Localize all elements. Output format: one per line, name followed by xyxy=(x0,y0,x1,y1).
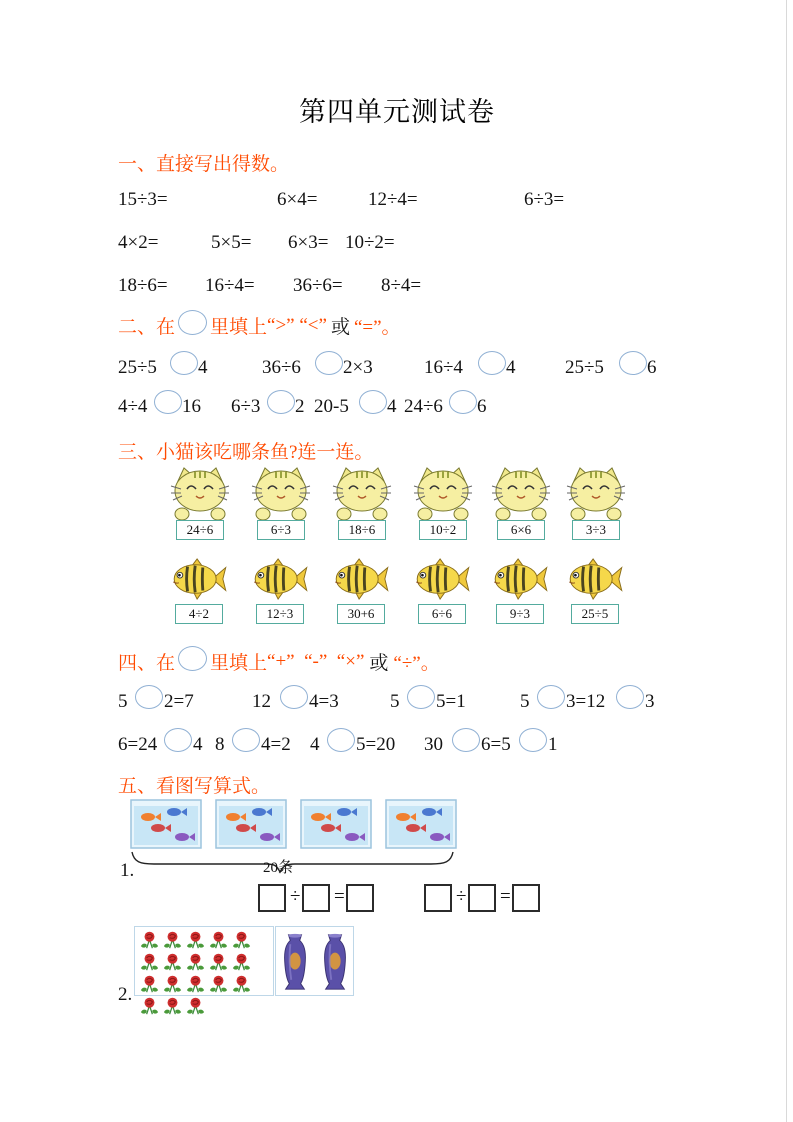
equation-part: 5 xyxy=(118,691,128,712)
answer-circle xyxy=(616,685,644,709)
fish-tank-icon xyxy=(130,797,202,849)
rose-icon xyxy=(231,952,252,973)
math-expression: 12÷4= xyxy=(368,189,418,210)
fish-label: 6÷6 xyxy=(418,604,466,624)
answer-box xyxy=(258,884,286,912)
compare-left: 4÷4 xyxy=(118,396,148,417)
cat-label: 10÷2 xyxy=(419,520,467,540)
section5-heading: 五、看图写算式。 xyxy=(118,776,271,797)
vase-icon xyxy=(320,931,350,993)
equation-part: 3 xyxy=(645,691,655,712)
fish-label: 30+6 xyxy=(337,604,385,624)
fish-tank-icon xyxy=(215,797,287,849)
rose-icon xyxy=(208,952,229,973)
equation-part: 4=3 xyxy=(309,691,339,712)
compare-left: 20-5 xyxy=(314,396,349,417)
rose-icon xyxy=(162,996,183,1017)
rose-icon xyxy=(208,930,229,951)
equation-part: 1 xyxy=(548,734,558,755)
rose-icon xyxy=(185,952,206,973)
rose-icon xyxy=(162,952,183,973)
answer-circle xyxy=(267,390,295,414)
math-expression: 5×5= xyxy=(211,232,252,253)
compare-left: 24÷6 xyxy=(404,396,443,417)
vase-panel xyxy=(275,926,354,996)
equation-part: 5=1 xyxy=(436,691,466,712)
heading-text: 二、在 xyxy=(118,317,176,338)
math-expression: 6×4= xyxy=(277,189,318,210)
heading-text: 或 xyxy=(330,317,350,338)
fish-label: 25÷5 xyxy=(571,604,619,624)
answer-box xyxy=(424,884,452,912)
rose-icon xyxy=(162,930,183,951)
answer-circle xyxy=(154,390,182,414)
heading-text: 或 xyxy=(369,653,389,674)
fish-icon xyxy=(251,558,309,600)
equation-part: 6=24 xyxy=(118,734,158,755)
heading-symbols: “+” “-” “×” xyxy=(267,650,365,672)
cat-icon xyxy=(330,466,394,522)
flower-grid xyxy=(134,926,274,996)
equation-part: 2=7 xyxy=(164,691,194,712)
math-expression: 16÷4= xyxy=(205,275,255,296)
answer-circle xyxy=(537,685,565,709)
compare-left: 25÷5 xyxy=(118,357,157,378)
fish-icon xyxy=(491,558,549,600)
cat-label: 6÷3 xyxy=(257,520,305,540)
equation-part: 12 xyxy=(252,691,271,712)
compare-left: 25÷5 xyxy=(565,357,604,378)
answer-circle xyxy=(519,728,547,752)
answer-circle xyxy=(232,728,260,752)
fish-label: 12÷3 xyxy=(256,604,304,624)
answer-circle xyxy=(327,728,355,752)
vase-icon xyxy=(280,931,310,993)
cat-icon xyxy=(249,466,313,522)
heading-symbols: “÷”。 xyxy=(393,653,440,674)
item-number: 1. xyxy=(120,860,135,881)
answer-circle xyxy=(164,728,192,752)
answer-circle xyxy=(619,351,647,375)
rose-icon xyxy=(185,974,206,995)
math-expression: 4×2= xyxy=(118,232,159,253)
math-expression: 8÷4= xyxy=(381,275,422,296)
cat-icon xyxy=(411,466,475,522)
fish-icon xyxy=(566,558,624,600)
cat-icon xyxy=(168,466,232,522)
equation-part: 4=2 xyxy=(261,734,291,755)
division-sign: ÷ xyxy=(456,886,467,907)
answer-circle xyxy=(135,685,163,709)
rose-icon xyxy=(185,930,206,951)
equation-part: 4 xyxy=(193,734,203,755)
answer-circle xyxy=(449,390,477,414)
equation-part: 6=5 xyxy=(481,734,511,755)
compare-left: 6÷3 xyxy=(231,396,261,417)
math-expression: 15÷3= xyxy=(118,189,168,210)
compare-right: 4 xyxy=(198,357,208,378)
item-number: 2. xyxy=(118,984,133,1005)
fish-icon xyxy=(332,558,390,600)
rose-icon xyxy=(231,974,252,995)
rose-icon xyxy=(162,974,183,995)
heading-symbols: “=”。 xyxy=(353,317,401,338)
heading-text: 里填上 xyxy=(210,317,268,338)
compare-right: 6 xyxy=(647,357,657,378)
answer-box xyxy=(302,884,330,912)
rose-icon xyxy=(185,996,206,1017)
compare-right: 2 xyxy=(295,396,305,417)
answer-circle xyxy=(178,646,207,671)
equals-sign: = xyxy=(334,886,345,907)
cat-label: 3÷3 xyxy=(572,520,620,540)
compare-right: 4 xyxy=(387,396,397,417)
rose-icon xyxy=(231,930,252,951)
rose-icon xyxy=(139,974,160,995)
heading-text: 里填上 xyxy=(210,653,268,674)
equation-part: 5=20 xyxy=(356,734,396,755)
rose-icon xyxy=(208,974,229,995)
compare-right: 4 xyxy=(506,357,516,378)
fish-tank-icon xyxy=(385,797,457,849)
math-expression: 6×3= xyxy=(288,232,329,253)
answer-circle xyxy=(170,351,198,375)
cat-label: 18÷6 xyxy=(338,520,386,540)
compare-right: 6 xyxy=(477,396,487,417)
rose-icon xyxy=(139,930,160,951)
fish-tank-icon xyxy=(300,797,372,849)
answer-circle xyxy=(478,351,506,375)
cat-icon xyxy=(489,466,553,522)
answer-box xyxy=(346,884,374,912)
section4-heading xyxy=(118,648,440,675)
math-expression: 18÷6= xyxy=(118,275,168,296)
section3-heading: 三、小猫该吃哪条鱼?连一连。 xyxy=(118,442,374,463)
math-expression: 6÷3= xyxy=(524,189,565,210)
fish-label: 4÷2 xyxy=(175,604,223,624)
cat-icon xyxy=(564,466,628,522)
brace-label: 20条 xyxy=(263,860,294,876)
equation-part: 5 xyxy=(390,691,400,712)
equation-part: 5 xyxy=(520,691,530,712)
answer-circle xyxy=(407,685,435,709)
heading-symbols: “>” “<” xyxy=(267,314,327,336)
compare-right: 16 xyxy=(182,396,201,417)
compare-left: 16÷4 xyxy=(424,357,463,378)
rose-icon xyxy=(139,996,160,1017)
answer-box xyxy=(468,884,496,912)
section1-heading: 一、直接写出得数。 xyxy=(118,154,290,175)
answer-box xyxy=(512,884,540,912)
heading-text: 四、在 xyxy=(118,653,176,674)
equation-part: 4 xyxy=(310,734,320,755)
division-sign: ÷ xyxy=(290,886,301,907)
rose-icon xyxy=(139,952,160,973)
section2-heading xyxy=(118,312,401,339)
page-edge-line xyxy=(786,0,787,1122)
answer-circle xyxy=(178,310,207,335)
cat-label: 6×6 xyxy=(497,520,545,540)
fish-label: 9÷3 xyxy=(496,604,544,624)
fish-icon xyxy=(170,558,228,600)
equation-part: 3=12 xyxy=(566,691,606,712)
answer-circle xyxy=(452,728,480,752)
compare-right: 2×3 xyxy=(343,357,373,378)
page-title: 第四单元测试卷 xyxy=(299,97,495,127)
fish-icon xyxy=(413,558,471,600)
cat-label: 24÷6 xyxy=(176,520,224,540)
equals-sign: = xyxy=(500,886,511,907)
equation-part: 30 xyxy=(424,734,443,755)
answer-circle xyxy=(359,390,387,414)
equation-part: 8 xyxy=(215,734,225,755)
math-expression: 10÷2= xyxy=(345,232,395,253)
compare-left: 36÷6 xyxy=(262,357,301,378)
math-expression: 36÷6= xyxy=(293,275,343,296)
answer-circle xyxy=(280,685,308,709)
answer-circle xyxy=(315,351,343,375)
